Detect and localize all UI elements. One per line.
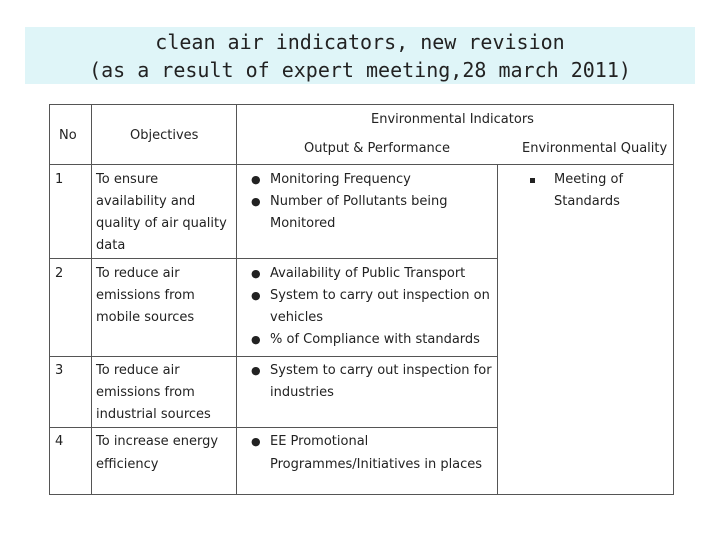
rule-top	[49, 104, 674, 105]
quality-line: Standards	[554, 194, 620, 209]
row-number: 1	[55, 172, 64, 187]
row-number: 3	[55, 363, 64, 378]
objective-line: data	[96, 238, 126, 253]
output-line: % of Compliance with standards	[270, 332, 480, 347]
title-line-2: (as a result of expert meeting,28 march 2011)	[89, 58, 631, 82]
output-line: vehicles	[270, 310, 324, 325]
rule-output-quality	[497, 164, 498, 495]
output-line: Monitoring Frequency	[270, 172, 411, 187]
header-objectives: Objectives	[130, 128, 199, 143]
header-environmental-indicators: Environmental Indicators	[371, 112, 534, 127]
round-bullet-icon: ●	[251, 333, 261, 346]
rule-objectives-indicators	[236, 104, 237, 495]
objective-line: To reduce air	[96, 363, 180, 378]
rule-row2-bottom	[49, 356, 497, 357]
row-number: 4	[55, 434, 64, 449]
objective-line: quality of air quality	[96, 216, 227, 231]
round-bullet-icon: ●	[251, 364, 261, 377]
output-line: System to carry out inspection on	[270, 288, 490, 303]
output-line: Availability of Public Transport	[270, 266, 466, 281]
objective-line: emissions from	[96, 385, 195, 400]
row-number: 2	[55, 266, 64, 281]
title-band	[25, 27, 695, 84]
objective-line: efficiency	[96, 457, 159, 472]
header-environmental-quality: Environmental Quality	[522, 141, 668, 156]
objective-line: industrial sources	[96, 407, 211, 422]
objective-line: To ensure	[96, 172, 159, 187]
round-bullet-icon: ●	[251, 195, 261, 208]
round-bullet-icon: ●	[251, 267, 261, 280]
square-bullet-icon	[530, 178, 535, 183]
rule-no-objectives	[91, 104, 92, 495]
output-line: EE Promotional	[270, 434, 369, 449]
output-line: Programmes/Initiatives in places	[270, 457, 483, 472]
rule-row3-bottom	[49, 427, 497, 428]
rule-row1-bottom	[49, 258, 497, 259]
objective-line: To increase energy	[96, 434, 219, 449]
rule-left	[49, 104, 50, 495]
objective-line: To reduce air	[96, 266, 180, 281]
objective-line: emissions from	[96, 288, 195, 303]
rule-bottom	[49, 494, 674, 495]
round-bullet-icon: ●	[251, 173, 261, 186]
round-bullet-icon: ●	[251, 435, 261, 448]
rule-header-bottom	[49, 164, 674, 165]
header-no: No	[59, 128, 77, 143]
title-line-1: clean air indicators, new revision	[155, 30, 565, 54]
output-line: Number of Pollutants being	[270, 194, 448, 209]
output-line: Monitored	[270, 216, 336, 231]
output-line: System to carry out inspection for	[270, 363, 492, 378]
header-output-performance: Output & Performance	[304, 141, 450, 156]
objective-line: availability and	[96, 194, 196, 209]
rule-right	[673, 104, 674, 495]
output-line: industries	[270, 385, 334, 400]
objective-line: mobile sources	[96, 310, 195, 325]
quality-line: Meeting of	[554, 172, 624, 187]
round-bullet-icon: ●	[251, 289, 261, 302]
